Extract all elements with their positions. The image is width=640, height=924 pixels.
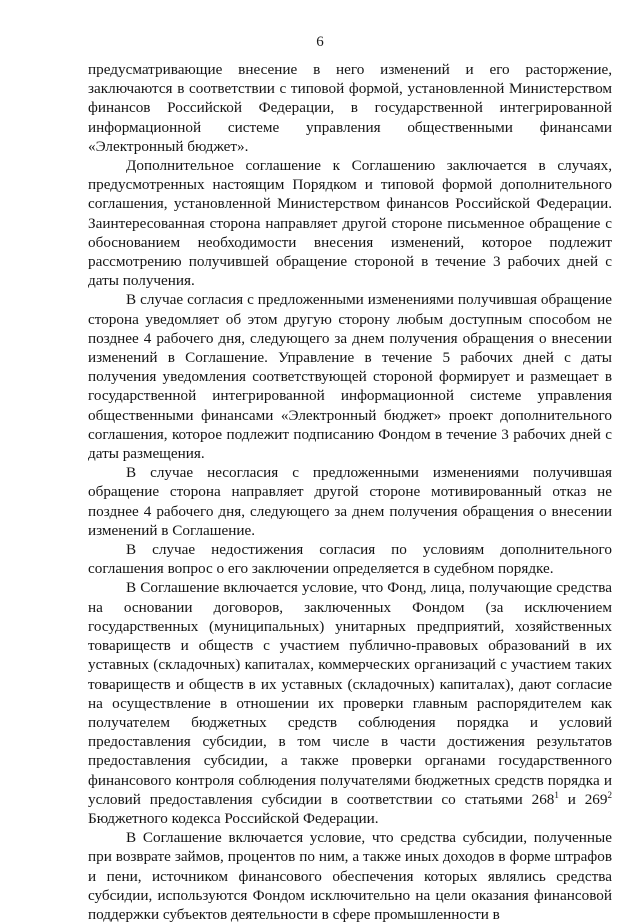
paragraph-2: Дополнительное соглашение к Соглашению заключается в случаях, предусмотренных настоящим Порядком и типовой формой дополнительного соглашения, установленной Министерством финансов Российской Федерации. Заинтересованная сторона направляет другой стороне письменное обращение с обоснованием необходимости внесения изменений, которое подлежит рассмотрению получившей обращение стороной в течение 3 рабочих дней с даты получения.	[88, 157, 612, 290]
paragraph-6-text: В Соглашение включается условие, что Фонд, лица, получающие средства на основании договоров, заключенных Фондом (за исключением государственных (муниципальных) унитарных предприятий, хозяйственных товариществ и обществ с участием публично-правовых образований в их уставных (складочных) капиталах, коммерческих организаций с участием таких товариществ и обществ в их уставных (складочных) капиталах), дают согласие на осуществление в отношении их проверки главным распорядителем как получателем бюджетных средств соблюдения порядка и условий предоставления субсидии, в том числе в части достижения результатов предоставления субсидии, а также проверки органами государственного финансового контроля соблюдения получателями бюджетных средств порядка и условий предоставления субсидии в соответствии со статьями 268	[88, 579, 612, 808]
paragraph-6-mid: и 269	[558, 790, 608, 808]
paragraph-5: В случае недостижения согласия по условиям дополнительного соглашения вопрос о его заключении определяется в судебном порядке.	[88, 541, 612, 578]
page-number: 6	[316, 34, 324, 50]
footnote-superscript-269: 2	[607, 789, 612, 800]
paragraph-4: В случае несогласия с предложенными изменениями получившая обращение сторона направляет другой стороне мотивированный отказ не позднее 4 рабочего дня, следующего за днем получения обращения о внесении изменений в Соглашение.	[88, 464, 612, 539]
paragraph-6-tail: Бюджетного кодекса Российской Федерации.	[88, 809, 379, 827]
paragraph-6	[88, 578, 612, 828]
paragraph-1: предусматривающие внесение в него изменений и его расторжение, заключаются в соответствии с типовой формой, установленной Министерством финансов Российской Федерации, в государственной интегрированной информационной системе управления общественными финансами «Электронный бюджет».	[88, 61, 612, 155]
footnote-superscript-268: 1	[554, 789, 559, 800]
document-body	[88, 60, 612, 924]
paragraph-3: В случае согласия с предложенными изменениями получившая обращение сторона уведомляет об этом другую сторону любым доступным способом не позднее 4 рабочего дня, следующего за днем получения обращения о внесении изменений в Соглашение. Управление в течение 5 рабочих дней с даты получения уведомления соответствующей стороной формирует и размещает в государственной интегрированной информационной системе управления общественными финансами «Электронный бюджет» проект дополнительного соглашения, которое подлежит подписанию Фондом в течение 3 рабочих дней с даты размещения.	[88, 291, 612, 463]
paragraph-7: В Соглашение включается условие, что средства субсидии, полученные при возврате займов, процентов по ним, а также иных доходов в форме штрафов и пени, источником финансового обеспечения которых являлись средства субсидии, используются Фондом исключительно на цели оказания финансовой поддержки субъектов деятельности в сфере промышленности в	[88, 829, 612, 923]
